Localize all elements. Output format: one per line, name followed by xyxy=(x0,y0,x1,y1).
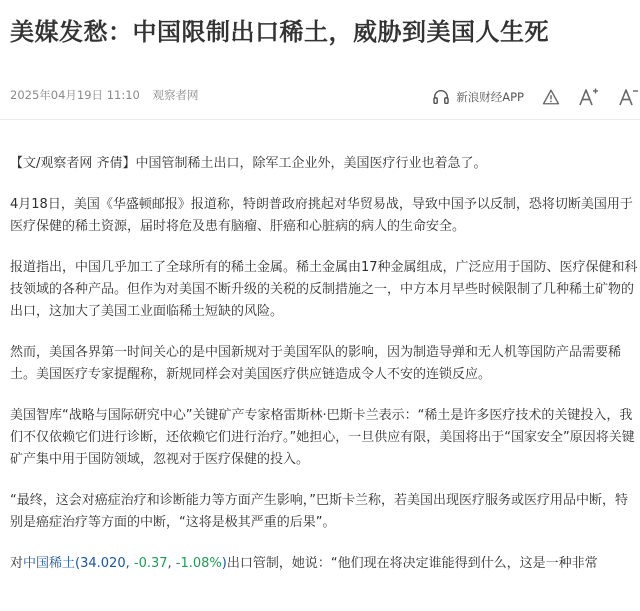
stock-change-percent: -1.08% xyxy=(175,556,222,571)
article-paragraph: 4月18日，美国《华盛顿邮报》报道称，特朗普政府挑起对华贸易战，导致中国予以反制，恐将切断美国用于医疗保健的稀土资源，届时将危及患有脑瘤、肝癌和心脏病的病人的生命安全。 xyxy=(10,197,633,234)
article-tools xyxy=(432,82,640,112)
warning-icon xyxy=(542,88,560,106)
font-larger-button[interactable] xyxy=(578,87,600,107)
article-paragraph: 美国智库“战略与国际研究中心”关键矿产专家格雷斯林·巴斯卡兰表示：“稀土是许多医疗技术的关键投入，我们不仅依赖它们进行诊断，还依赖它们进行治疗。”她担心，一旦供应有限，美国将出于“国家安全”原因将关键矿产集中用于国防领域，忽视对于医疗保健的投入。 xyxy=(10,408,635,467)
font-increase-icon xyxy=(578,87,600,107)
sina-finance-app-link[interactable] xyxy=(432,88,524,106)
stock-price: 34.020 xyxy=(80,556,126,571)
publish-info xyxy=(10,87,199,103)
font-smaller-button[interactable] xyxy=(618,87,640,107)
stock-change: -0.37 xyxy=(133,556,168,571)
article-paragraph: “最终，这会对癌症治疗和诊断能力等方面产生影响，”巴斯卡兰称，若美国出现医疗服务或医疗用品中断，特别是癌症治疗等方面的中断，“这将是极其严重的后果”。 xyxy=(10,493,628,530)
source-name[interactable]: 观察者网 xyxy=(152,88,199,102)
app-link-label: 新浪财经APP xyxy=(456,90,524,104)
publish-date: 2025年04月19日 11:10 xyxy=(10,88,140,102)
stock-close-paren: ) xyxy=(221,556,227,571)
header-divider xyxy=(0,119,640,120)
article-paragraph-stock xyxy=(10,553,640,575)
report-button[interactable] xyxy=(542,88,560,106)
stock-separator: , xyxy=(167,556,176,571)
article-body xyxy=(10,153,640,594)
stock-separator: , xyxy=(125,556,134,571)
article-paragraph: 报道指出，中国几乎加工了全球所有的稀土金属。稀土金属由17种金属组成，广泛应用于国防、医疗保健和科技领域的各种产品。但作为对美国不断升级的关税的反制措施之一，中方本月早些时候限制了几种稀土矿物的出口，这加大了美国工业面临稀土短缺的风险。 xyxy=(10,260,638,319)
stock-open-paren: ( xyxy=(75,556,81,571)
headphones-icon xyxy=(432,88,450,106)
article-meta-bar xyxy=(0,80,640,116)
article-paragraph: 【文/观察者网 齐倩】中国管制稀土出口，除军工企业外，美国医疗行业也着急了。 xyxy=(10,156,487,171)
stock-prefix: 对 xyxy=(10,556,24,571)
stock-link-china-rare-earth[interactable]: 中国稀土 xyxy=(23,556,76,571)
stock-suffix: 出口管制，她说：“他们现在将决定谁能得到什么，这是一种非常 xyxy=(226,556,598,571)
article-paragraph: 然而，美国各界第一时间关心的是中国新规对于美国军队的影响，因为制造导弹和无人机等国防产品需要稀土。美国医疗专家提醒称，新规同样会对美国医疗供应链造成令人不安的连锁反应。 xyxy=(10,345,622,382)
article-title: 美媒发愁：中国限制出口稀土，威胁到美国人生死 xyxy=(10,18,549,46)
font-decrease-icon xyxy=(618,87,640,107)
